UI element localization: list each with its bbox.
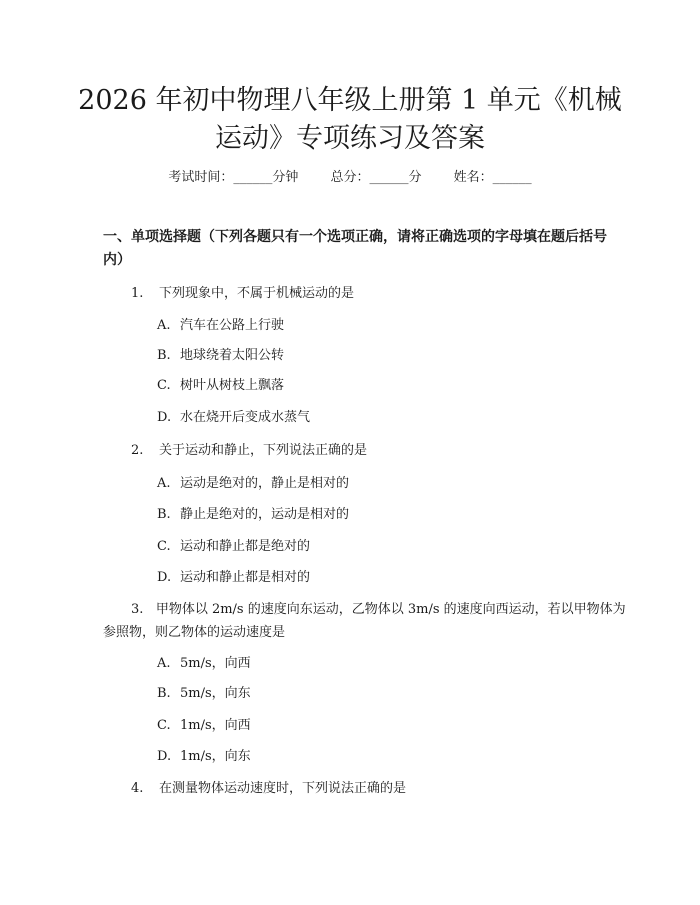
question-number: 2. — [131, 443, 144, 458]
option-label: B. — [157, 348, 171, 363]
option-3a — [157, 654, 251, 674]
option-label: D. — [157, 570, 172, 585]
document-title — [60, 82, 640, 158]
title-line-2: 运动》专项练习及答案 — [215, 123, 485, 154]
option-1d — [157, 408, 310, 428]
option-text: 地球绕着太阳公转 — [180, 348, 285, 363]
question-2 — [103, 439, 628, 462]
option-label: D. — [157, 749, 172, 764]
question-number: 4. — [131, 781, 144, 796]
question-1 — [103, 282, 628, 305]
question-4 — [103, 777, 628, 800]
option-label: A. — [157, 476, 171, 491]
option-text: 运动和静止都是绝对的 — [180, 539, 311, 554]
question-number: 1. — [131, 286, 144, 301]
question-text: 关于运动和静止，下列说法正确的是 — [159, 443, 368, 458]
option-1b — [157, 346, 284, 366]
question-text: 下列现象中，不属于机械运动的是 — [159, 286, 355, 301]
option-text: 水在烧开后变成水蒸气 — [180, 410, 311, 425]
option-2a — [157, 474, 349, 494]
total-score-field: 总分：______分 — [330, 170, 422, 185]
option-3b — [157, 684, 251, 704]
option-label: D. — [157, 410, 172, 425]
option-label: A. — [157, 656, 171, 671]
option-label: A. — [157, 318, 171, 333]
option-text: 静止是绝对的，运动是相对的 — [180, 507, 350, 522]
option-text: 5m/s，向东 — [180, 686, 251, 701]
option-3d — [157, 747, 251, 767]
option-text: 运动是绝对的，静止是相对的 — [180, 476, 350, 491]
option-text: 1m/s，向西 — [180, 718, 251, 733]
option-text: 树叶从树枝上飘落 — [180, 378, 285, 393]
option-2c — [157, 537, 310, 557]
section-heading-single-choice: 一、单项选择题（下列各题只有一个选项正确，请将正确选项的字母填在题后括号内） — [103, 229, 607, 268]
exam-time-field: 考试时间：______分钟 — [168, 170, 299, 185]
option-1a — [157, 316, 284, 336]
exam-info-line — [0, 168, 700, 188]
option-2d — [157, 568, 310, 588]
title-line-1: 2026 年初中物理八年级上册第 1 单元《机械 — [78, 85, 622, 116]
option-label: B. — [157, 686, 171, 701]
question-number: 3. — [131, 602, 144, 617]
option-text: 运动和静止都是相对的 — [180, 570, 311, 585]
option-label: C. — [157, 539, 171, 554]
option-text: 汽车在公路上行驶 — [180, 318, 285, 333]
student-name-field: 姓名：______ — [453, 170, 532, 185]
question-text: 甲物体以 2m/s 的速度向东运动，乙物体以 3m/s 的速度向西运动，若以甲物体为参照物，则乙物体的运动速度是 — [103, 602, 626, 640]
option-label: C. — [157, 718, 171, 733]
option-2b — [157, 505, 349, 525]
option-label: B. — [157, 507, 171, 522]
option-text: 5m/s，向西 — [180, 656, 251, 671]
option-text: 1m/s，向东 — [180, 749, 251, 764]
option-1c — [157, 376, 284, 396]
question-3 — [103, 598, 628, 644]
option-label: C. — [157, 378, 171, 393]
question-text: 在测量物体运动速度时，下列说法正确的是 — [159, 781, 407, 796]
option-3c — [157, 716, 251, 736]
